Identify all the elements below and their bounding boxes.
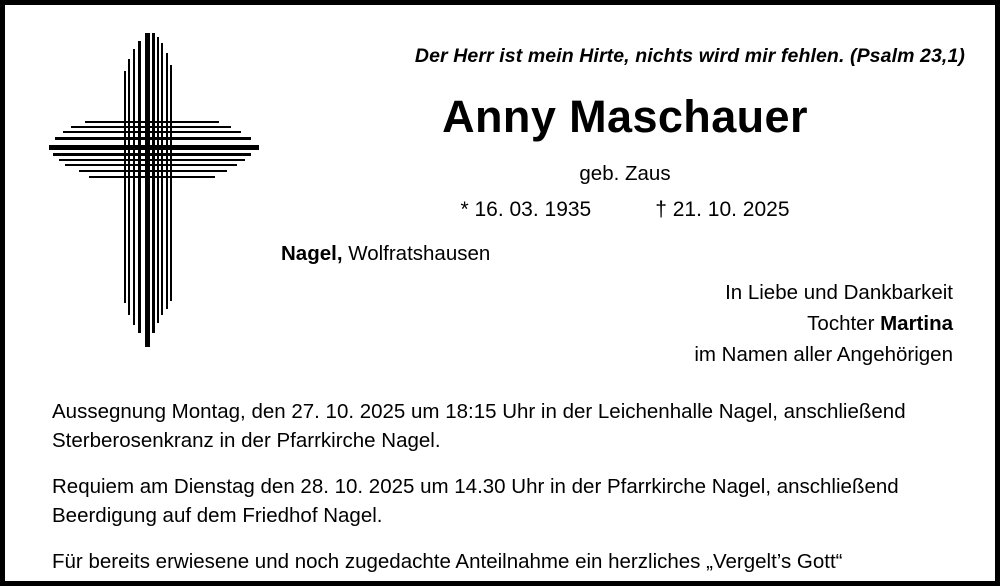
death-date: † 21. 10. 2025 xyxy=(655,198,790,221)
family-line-relatives: im Namen aller Angehörigen xyxy=(694,342,953,366)
detail-paragraph-thanks: Für bereits erwiesene und noch zugedachte Anteilnahme ein herzliches „Vergelt’s Gott“ xyxy=(52,550,843,574)
detail-paragraph-requiem: Requiem am Dienstag den 28. 10. 2025 um 14.30 Uhr in der Pfarrkirche Nagel, anschließend Beerdigung auf dem Friedhof Nagel. xyxy=(52,475,899,528)
service-details xyxy=(52,397,955,577)
cross-icon xyxy=(39,27,269,347)
family-line-gratitude: In Liebe und Dankbarkeit xyxy=(725,281,953,304)
bible-verse: Der Herr ist mein Hirte, nichts wird mir fehlen. (Psalm 23,1) xyxy=(414,45,965,67)
family-line-daughter xyxy=(694,309,953,340)
residence-line xyxy=(281,242,490,266)
family-block xyxy=(694,278,953,370)
residence-town: Nagel, xyxy=(281,242,343,265)
life-dates xyxy=(285,198,965,222)
daughter-name: Martina xyxy=(880,311,953,335)
daughter-label: Tochter xyxy=(807,311,881,335)
maiden-name: geb. Zaus xyxy=(579,162,671,185)
residence-region: Wolfratshausen xyxy=(342,242,491,265)
birth-date: * 16. 03. 1935 xyxy=(460,198,592,221)
obituary-inner xyxy=(5,5,995,581)
detail-paragraph-blessing: Aussegnung Montag, den 27. 10. 2025 um 18:15 Uhr in der Leichenhalle Nagel, anschließend Sterberosenkranz in der Pfarrkirche Nagel. xyxy=(52,400,906,453)
deceased-name: Anny Maschauer xyxy=(442,91,808,142)
